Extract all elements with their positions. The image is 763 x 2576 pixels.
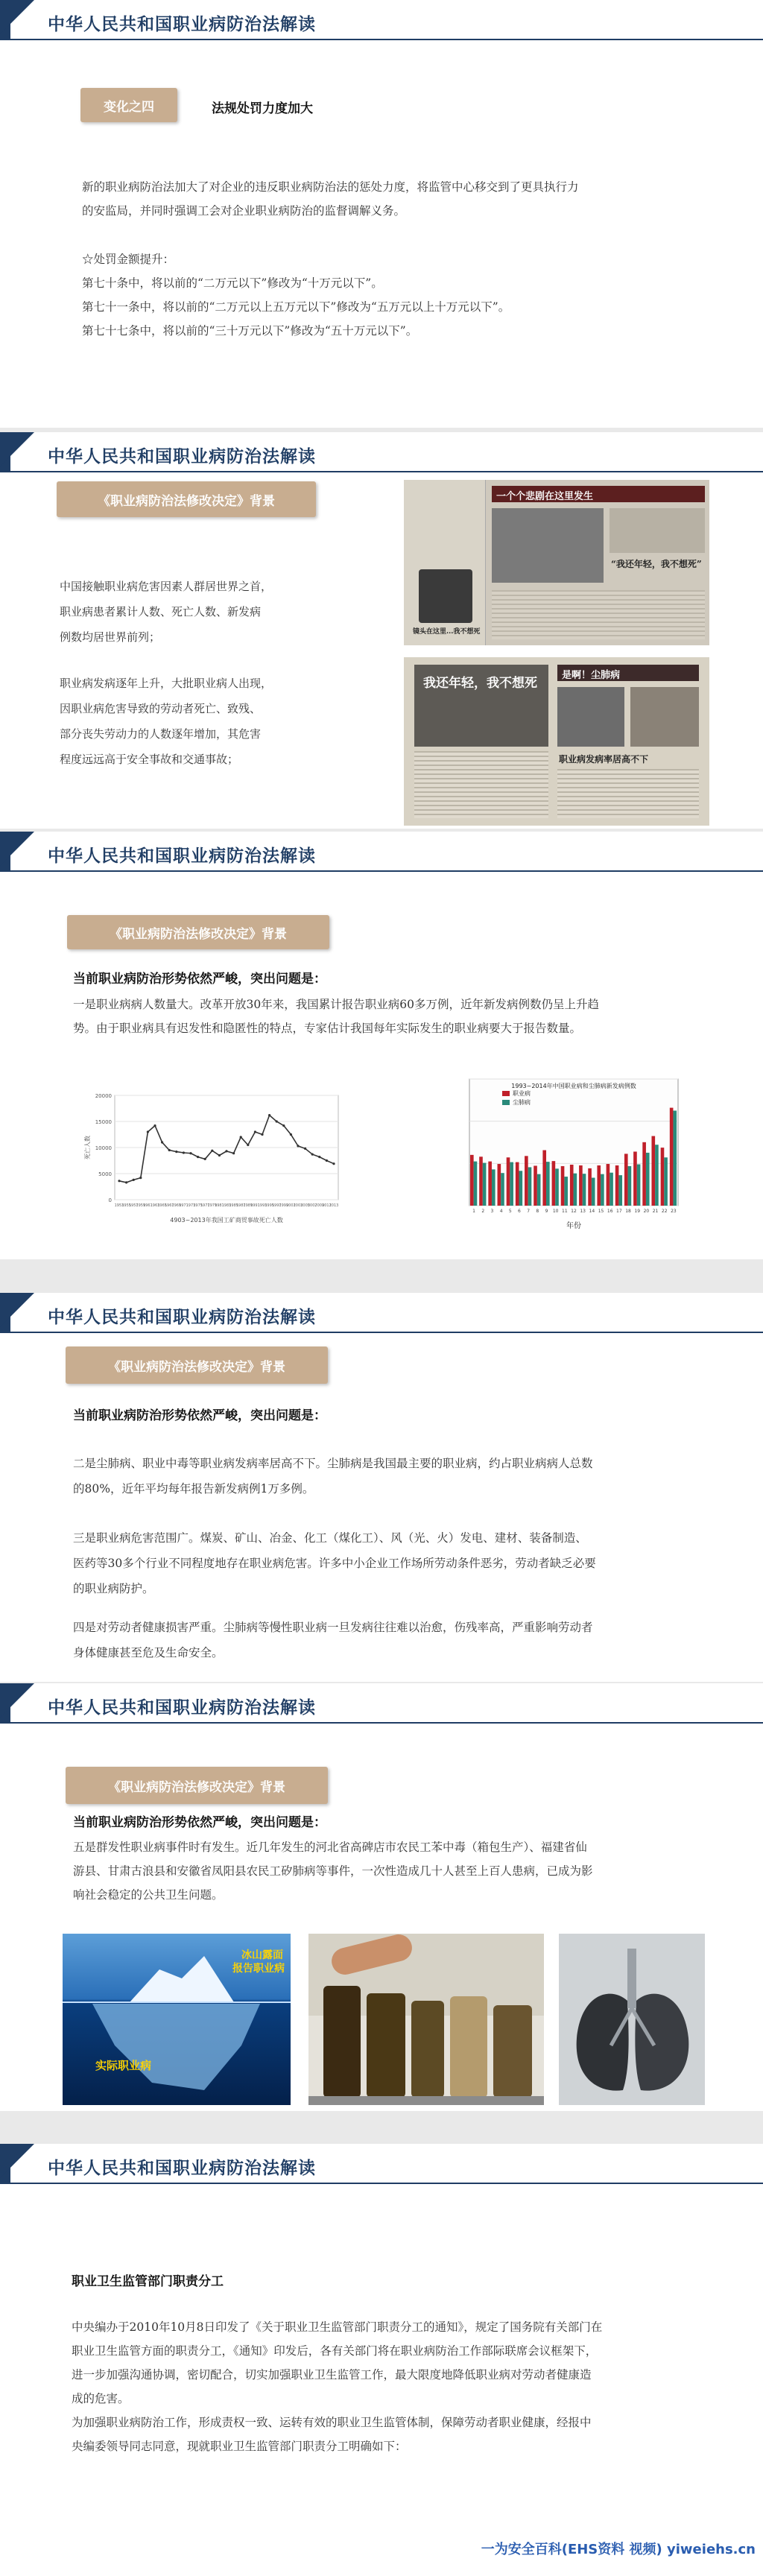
slide-1	[0, 0, 763, 428]
data-point	[268, 1114, 270, 1116]
bar	[516, 1162, 519, 1206]
y-tick-label: 15000	[95, 1119, 112, 1125]
section-tag: 《职业病防治法修改决定》背景	[57, 481, 316, 517]
newspaper-caption: 我还年轻，我不想死	[423, 676, 537, 691]
x-tick-label: 13	[580, 1209, 586, 1214]
slide-2	[0, 432, 763, 829]
x-tick-label: 4	[499, 1209, 503, 1214]
x-tick-label: 6	[518, 1209, 521, 1214]
x-tick-label: 10	[552, 1209, 559, 1214]
text-line: 二是尘肺病、职业中毒等职业病发病率居高不下。尘肺病是我国最主要的职业病，约占职业病病人总数	[73, 1457, 593, 1470]
data-point	[118, 1180, 120, 1182]
paragraph	[72, 2315, 727, 2458]
bar	[542, 1151, 546, 1206]
bar	[537, 1174, 541, 1206]
data-point	[168, 1149, 171, 1151]
x-tick-label: 1995	[265, 1203, 274, 1208]
bar	[574, 1174, 577, 1206]
section-tag: 变化之四	[80, 88, 177, 122]
x-axis-label: 年份	[566, 1222, 581, 1230]
bar	[607, 1164, 610, 1206]
text-line: 为加强职业病防治工作，形成责权一致、运转有效的职业卫生监管体制，保障劳动者职业健康，经报中	[72, 2416, 592, 2429]
text-line: 因职业病危害导致的劳动者死亡、致残、	[60, 702, 262, 715]
text-line: 医药等30多个行业不同程度地存在职业病危害。许多中小企业工作场所劳动条件恶劣，劳动者缺乏必要	[73, 1557, 596, 1570]
text-line: 央编委领导同志同意，现就职业卫生监管部门职责分工明确如下：	[72, 2440, 407, 2453]
label-line: 冰山露面	[241, 1949, 283, 1961]
data-point	[147, 1130, 149, 1133]
x-tick-label: 1999	[279, 1203, 289, 1208]
data-point	[225, 1150, 227, 1152]
x-tick-label: 17	[616, 1209, 622, 1214]
data-point	[133, 1179, 135, 1181]
bar	[646, 1153, 650, 1206]
bar	[642, 1142, 646, 1206]
text-line: 中央编办于2010年10月8日印发了《关于职业卫生监管部门职责分工的通知》，规定了国务院有关部门在	[72, 2320, 603, 2334]
fines-list	[82, 247, 723, 343]
legend-label: 职业病	[513, 1090, 531, 1097]
data-point	[183, 1151, 185, 1153]
text-line: 三是职业病危害范围广。煤炭、矿山、冶金、化工（煤化工）、风（光、火）发电、建材、装备制造、	[73, 1531, 587, 1545]
chart-title: 1993~2014年中国职业病和尘肺病新发病例数	[511, 1083, 636, 1089]
x-tick-label: 2003	[293, 1203, 303, 1208]
x-tick-label: 1969	[171, 1203, 182, 1208]
bar	[651, 1136, 655, 1206]
section-tag: 《职业病防治法修改决定》背景	[67, 915, 329, 949]
x-tick-label: 1993	[257, 1203, 267, 1208]
legend-swatch	[502, 1091, 510, 1096]
data-point	[261, 1133, 263, 1136]
x-tick-label: 1987	[235, 1203, 246, 1208]
x-tick-label: 2001	[286, 1203, 296, 1208]
x-tick-label: 1991	[250, 1203, 260, 1208]
bar	[498, 1164, 501, 1206]
iceberg-tip	[130, 1956, 234, 2002]
section-tag: 《职业病防治法修改决定》背景	[66, 1767, 328, 1804]
x-tick-label: 1967	[164, 1203, 174, 1208]
text-line: 身体健康甚至危及生命安全。	[73, 1646, 224, 1659]
bar	[655, 1145, 659, 1206]
newspaper-photo	[404, 657, 709, 826]
chart-caption: 4903~2013年我国工矿商贸事故死亡人数	[170, 1217, 283, 1224]
bold-statement: 当前职业病防治形势依然严峻，突出问题是：	[73, 1815, 326, 1830]
paragraph	[73, 993, 729, 1040]
data-point	[304, 1148, 306, 1150]
bar	[628, 1166, 632, 1206]
data-point	[290, 1133, 292, 1136]
text-line: 的80%，近年平均每年报告新发病例1万多例。	[73, 1482, 314, 1496]
x-tick-label: 20	[643, 1209, 650, 1214]
bar	[483, 1163, 487, 1206]
x-tick-label: 2005	[300, 1203, 310, 1208]
data-point	[240, 1136, 242, 1138]
slide-header	[0, 0, 763, 40]
slide-5	[0, 1683, 763, 2111]
bar	[488, 1162, 492, 1206]
slide-6	[0, 2144, 763, 2576]
bar	[519, 1171, 522, 1206]
bar	[507, 1157, 510, 1206]
text-line: 职业卫生监管方面的职责分工，《通知》印发后，各有关部门将在职业病防治工作部际联席会议框架下，	[72, 2344, 598, 2358]
text-line: 成的危害。	[72, 2392, 130, 2405]
paragraph	[73, 1615, 729, 1665]
data-point	[218, 1154, 221, 1156]
bar	[664, 1157, 668, 1206]
bar	[615, 1165, 619, 1206]
data-point	[153, 1124, 156, 1127]
text-line: 新的职业病防治法加大了对企业的违反职业病防治法的惩处力度，将监管中心移交到了更具执行力	[82, 180, 579, 194]
bar	[561, 1166, 565, 1206]
x-tick-label: 1975	[193, 1203, 203, 1208]
x-tick-label: 16	[607, 1209, 613, 1214]
bar	[501, 1173, 504, 1206]
bold-statement: 当前职业病防治形势依然严峻，突出问题是：	[73, 972, 326, 987]
y-tick-label: 10000	[95, 1145, 112, 1151]
data-point	[161, 1141, 163, 1143]
x-tick-label: 18	[625, 1209, 631, 1214]
paragraph	[73, 1525, 729, 1601]
x-tick-label: 1973	[186, 1203, 196, 1208]
bar	[661, 1148, 665, 1206]
data-point	[232, 1152, 235, 1154]
bar	[546, 1162, 550, 1206]
bar	[564, 1177, 568, 1206]
header-title: 中华人民共和国职业病防治法解读	[48, 1308, 316, 1327]
x-tick-label: 1953	[114, 1203, 124, 1208]
fine-item: 第七十一条中，将以前的“二万元以上五万元以下”修改为“五万元以上十万元以下”。	[82, 300, 510, 314]
bar	[570, 1165, 574, 1206]
x-tick-label: 14	[589, 1209, 595, 1214]
header-title: 中华人民共和国职业病防治法解读	[48, 15, 316, 34]
slide-header	[0, 1683, 763, 1724]
x-tick-label: 7	[527, 1209, 531, 1214]
x-tick-label: 1963	[150, 1203, 160, 1208]
paragraph	[60, 671, 358, 772]
iceberg-label-top	[232, 1949, 285, 1975]
iceberg-submerged	[92, 2004, 260, 2090]
bar	[597, 1165, 601, 1206]
bar	[479, 1156, 483, 1206]
x-tick-label: 5	[508, 1209, 512, 1214]
x-tick-label: 1997	[271, 1203, 282, 1208]
line-chart	[80, 1085, 356, 1241]
header-title: 中华人民共和国职业病防治法解读	[48, 2159, 316, 2178]
newspaper-heading: 是啊！尘肺病	[562, 670, 621, 681]
slide-header	[0, 2144, 763, 2184]
slide-header	[0, 1293, 763, 1333]
bold-statement: 当前职业病防治形势依然严峻，突出问题是：	[73, 1408, 326, 1423]
text-line: 例数均居世界前列；	[60, 630, 161, 644]
newspaper-side: 职业病发病率居高不下	[559, 754, 649, 765]
header-title: 中华人民共和国职业病防治法解读	[48, 447, 316, 466]
paragraph	[73, 1451, 729, 1501]
x-tick-label: 1983	[221, 1203, 232, 1208]
slide-header	[0, 832, 763, 872]
x-tick-label: 1961	[143, 1203, 153, 1208]
x-tick-label: 9	[545, 1209, 548, 1214]
iceberg-label-bottom: 实际职业病	[95, 2059, 152, 2072]
text-line: 的安监局，并同时强调工会对企业职业病防治的监督调解义务。	[82, 204, 406, 218]
text-line: 响社会稳定的公共卫生问题。	[73, 1888, 224, 1902]
text-line: 职业病患者累计人数、死亡人数、新发病	[60, 605, 262, 618]
newspaper-photo	[404, 480, 709, 645]
bar	[624, 1153, 628, 1206]
text-line: 一是职业病病人数量大。改革开放30年来，我国累计报告职业病60多万例，近年新发病例数仍呈上升趋	[73, 998, 599, 1011]
bar	[592, 1178, 595, 1206]
data-point	[175, 1151, 177, 1153]
data-point	[318, 1156, 320, 1158]
x-tick-label: 1965	[157, 1203, 167, 1208]
data-point	[197, 1156, 199, 1158]
legend-swatch	[502, 1100, 510, 1105]
x-tick-label: 1989	[243, 1203, 253, 1208]
x-tick-label: 23	[671, 1209, 677, 1214]
text-line: 职业病发病逐年上升，大批职业病人出现，	[60, 677, 273, 690]
section-tag: 《职业病防治法修改决定》背景	[66, 1346, 328, 1384]
fines-title: ☆处罚金额提升：	[82, 253, 175, 266]
data-point	[332, 1162, 335, 1165]
x-tick-label: 1971	[179, 1203, 189, 1208]
right-lung	[635, 1949, 688, 2091]
x-tick-label: 11	[562, 1209, 568, 1214]
y-axis-label: 死亡人数	[84, 1136, 91, 1159]
data-point	[125, 1181, 127, 1183]
y-tick-label: 20000	[95, 1093, 112, 1099]
data-point	[311, 1153, 314, 1156]
x-tick-label: 19	[634, 1209, 641, 1214]
data-point	[204, 1158, 206, 1160]
footer-link[interactable]: 一为安全百科(EHS资料 视频) yiweiehs.cn	[481, 2542, 756, 2557]
data-point	[247, 1144, 249, 1146]
data-point	[211, 1150, 213, 1152]
legend-label: 尘肺病	[513, 1099, 531, 1106]
data-point	[189, 1152, 191, 1154]
text-line: 程度远远高于安全事故和交通事故；	[60, 753, 239, 766]
data-point	[139, 1177, 142, 1179]
bar	[673, 1110, 677, 1206]
label-line: 报告职业病	[232, 1963, 285, 1975]
x-tick-label: 2013	[329, 1203, 339, 1208]
bar	[470, 1155, 474, 1206]
newspaper-heading: 一个个悲剧在这里发生	[496, 491, 594, 502]
iceberg-image	[63, 1934, 291, 2105]
x-tick-label: 12	[571, 1209, 577, 1214]
x-tick-label: 21	[652, 1209, 659, 1214]
bar	[492, 1169, 496, 1206]
bar	[510, 1162, 513, 1206]
bar	[610, 1173, 613, 1206]
header-title: 中华人民共和国职业病防治法解读	[48, 846, 316, 866]
slide-header	[0, 432, 763, 472]
bar	[579, 1165, 583, 1206]
newspaper-side: “我还年轻，我不想死”	[611, 559, 702, 569]
section-subtitle: 职业卫生监管部门职责分工	[72, 2274, 224, 2289]
x-tick-label: 1981	[215, 1203, 224, 1208]
text-line: 五是群发性职业病事件时有发生。近几年发生的河北省高碑店市农民工苯中毒（箱包生产）、福建省仙	[73, 1841, 587, 1854]
fine-item: 第七十条中，将以前的“二万元以下”修改为“十万元以下”。	[82, 276, 383, 290]
newspaper-caption: 镜头在这里...我不想死	[413, 628, 481, 636]
paragraph	[60, 574, 358, 650]
data-point	[254, 1130, 256, 1133]
x-tick-label: 1955	[121, 1203, 131, 1208]
x-tick-label: 1977	[200, 1203, 210, 1208]
y-tick-label: 0	[108, 1197, 112, 1203]
x-tick-label: 1959	[136, 1203, 146, 1208]
paragraph	[82, 175, 708, 223]
bar	[555, 1168, 559, 1206]
x-tick-label: 22	[661, 1209, 668, 1214]
y-tick-label: 5000	[98, 1171, 112, 1177]
specimen-jars-photo	[308, 1934, 544, 2105]
lung-specimen-photo	[559, 1934, 705, 2105]
bar	[670, 1108, 674, 1206]
text-line: 四是对劳动者健康损害严重。尘肺病等慢性职业病一旦发病往往难以治愈，伤残率高，严重影响劳动者	[73, 1621, 593, 1634]
x-tick-label: 1957	[128, 1203, 139, 1208]
x-tick-label: 1979	[207, 1203, 218, 1208]
x-tick-label: 2011	[322, 1203, 332, 1208]
paragraph	[73, 1835, 729, 1907]
bar	[474, 1162, 478, 1206]
bar	[637, 1165, 641, 1206]
x-tick-label: 1	[472, 1209, 476, 1214]
left-lung	[577, 1949, 629, 2091]
x-tick-label: 8	[536, 1209, 539, 1214]
x-tick-label: 1985	[229, 1203, 238, 1208]
x-tick-label: 3	[490, 1209, 494, 1214]
data-point	[282, 1124, 285, 1127]
section-subtitle: 法规处罚力度加大	[212, 101, 313, 116]
bar	[633, 1151, 637, 1206]
text-line: 的职业病防护。	[73, 1582, 154, 1595]
data-point	[326, 1159, 328, 1162]
bar	[601, 1174, 604, 1206]
bar	[534, 1165, 537, 1206]
text-line: 中国接触职业病危害因素人群居世界之首，	[60, 580, 273, 593]
bar	[583, 1174, 586, 1206]
x-tick-label: 2007	[307, 1203, 317, 1208]
text-line: 游县、甘肃古浪县和安徽省凤阳县农民工矽肺病等事件，一次性造成几十人甚至上百人患病，已成为影	[73, 1864, 593, 1878]
header-title: 中华人民共和国职业病防治法解读	[48, 1698, 316, 1718]
slide-3	[0, 832, 763, 1259]
text-line: 部分丧失劳动力的人数逐年增加，其危害	[60, 727, 262, 741]
bar	[588, 1168, 592, 1206]
bar-chart	[447, 1064, 686, 1250]
data-point	[297, 1145, 299, 1147]
data-point	[276, 1120, 278, 1122]
text-line: 进一步加强沟通协调，密切配合，切实加强职业卫生监管工作，最大限度地降低职业病对劳动者健康造	[72, 2368, 592, 2382]
bar	[528, 1167, 532, 1206]
x-tick-label: 2009	[314, 1203, 325, 1208]
bar	[525, 1156, 528, 1206]
fine-item: 第七十七条中，将以前的“三十万元以下”修改为“五十万元以下”。	[82, 324, 418, 338]
text-line: 势。由于职业病具有迟发性和隐匿性的特点，专家估计我国每年实际发生的职业病要大于报告数量。	[73, 1022, 582, 1035]
x-tick-label: 15	[598, 1209, 604, 1214]
slide-4	[0, 1293, 763, 1682]
bar	[618, 1175, 622, 1206]
x-tick-label: 2	[481, 1209, 485, 1214]
bar	[552, 1161, 556, 1206]
